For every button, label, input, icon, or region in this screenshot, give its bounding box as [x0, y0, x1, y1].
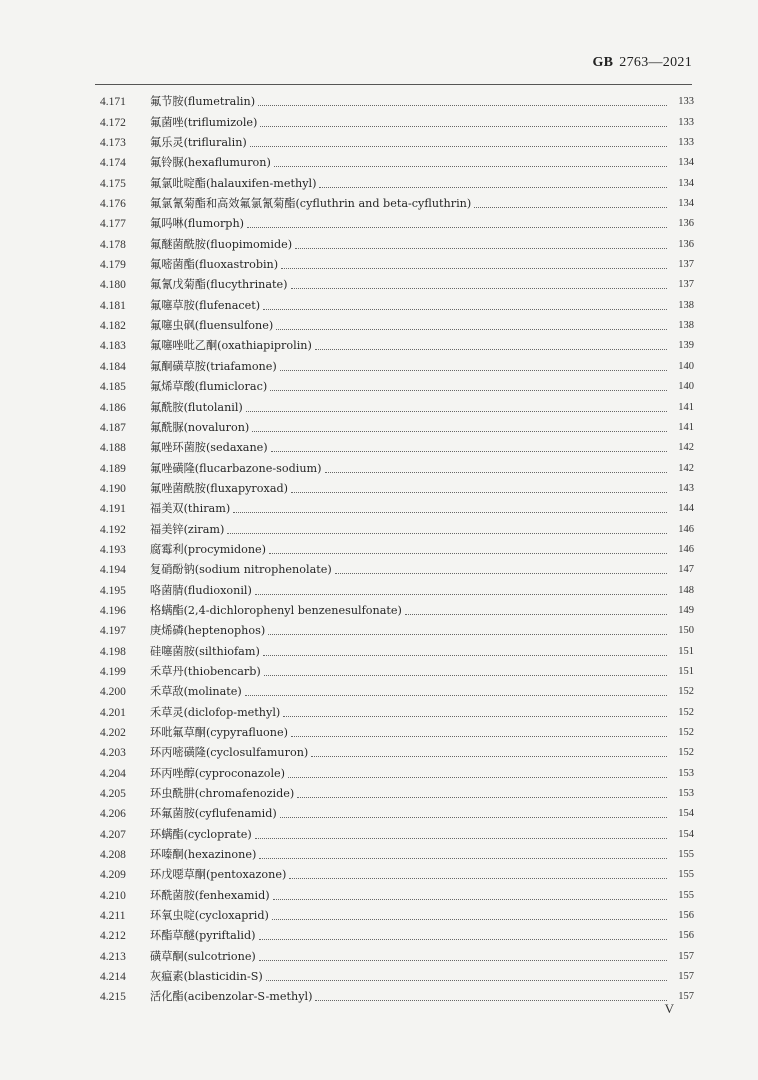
toc-entry-title: 咯菌腈(fludioxonil): [150, 583, 252, 597]
toc-entry-title: 氟氯吡啶酯(halauxifen-methyl): [150, 176, 317, 190]
dot-leader: [280, 370, 667, 371]
toc-entry-page: 137: [678, 279, 694, 291]
toc-entry-number: 4.173: [100, 137, 126, 150]
dot-leader: [259, 939, 667, 940]
toc-entry-number: 4.208: [100, 849, 126, 862]
toc-entry-page: 136: [678, 238, 694, 250]
dot-leader: [291, 492, 667, 493]
toc-entry-title: 禾草丹(thiobencarb): [150, 664, 261, 678]
toc-entry-title: 环丙唑醇(cyproconazole): [150, 766, 286, 780]
toc-entry-number: 4.185: [100, 381, 126, 394]
dot-leader: [315, 349, 667, 350]
toc-entry[interactable]: [100, 133, 694, 153]
toc-entry-page: 157: [678, 971, 694, 983]
toc-entry-page: 136: [678, 218, 694, 230]
toc-entry-page: 133: [678, 137, 694, 149]
toc-entry-title: 氟菌唑(triflumizole): [150, 115, 258, 129]
dot-leader: [325, 472, 667, 473]
toc-entry-number: 4.197: [100, 625, 126, 638]
toc-entry-number: 4.211: [100, 910, 126, 923]
toc-entry-page: 154: [678, 828, 694, 840]
toc-entry-number: 4.178: [100, 238, 126, 251]
toc-entry-page: 151: [678, 645, 694, 657]
toc-entry-page: 146: [678, 523, 694, 535]
toc-entry-page: 138: [678, 299, 694, 311]
toc-entry-page: 133: [678, 96, 694, 108]
toc-entry-title: 活化酯(acibenzolar-S-methyl): [150, 990, 313, 1004]
toc-entry[interactable]: [100, 662, 694, 682]
toc-entry[interactable]: [100, 601, 694, 621]
toc-entry-number: 4.215: [100, 991, 126, 1004]
toc-entry-title: 环戊噁草酮(pentoxazone): [150, 868, 287, 882]
toc-entry-title: 腐霉利(procymidone): [150, 542, 267, 556]
toc-entry[interactable]: [100, 580, 694, 600]
toc-entry[interactable]: [100, 967, 694, 987]
toc-entry-page: 157: [678, 950, 694, 962]
toc-entry-number: 4.176: [100, 198, 126, 211]
toc-entry[interactable]: [100, 112, 694, 132]
dot-leader: [276, 329, 667, 330]
toc-entry[interactable]: [100, 763, 694, 783]
dot-leader: [227, 533, 667, 534]
toc-entry-page: 142: [678, 442, 694, 454]
toc-entry[interactable]: [100, 234, 694, 254]
toc-entry-page: 152: [678, 686, 694, 698]
dot-leader: [233, 512, 667, 513]
toc-entry-number: 4.214: [100, 971, 126, 984]
dot-leader: [255, 594, 667, 595]
toc-entry-title: 环丙嘧磺隆(cyclosulfamuron): [150, 746, 309, 760]
toc-entry-title: 氟烯草酸(flumiclorac): [150, 380, 268, 394]
dot-leader: [247, 227, 667, 228]
toc-entry[interactable]: [100, 275, 694, 295]
dot-leader: [268, 634, 667, 635]
toc-entry[interactable]: [100, 560, 694, 580]
toc-entry[interactable]: [100, 499, 694, 519]
toc-entry-number: 4.181: [100, 299, 126, 312]
toc-entry-number: 4.179: [100, 259, 126, 272]
toc-entry[interactable]: [100, 987, 694, 1007]
toc-entry-page: 151: [678, 665, 694, 677]
toc-entry-title: 氟噻虫砜(fluensulfone): [150, 319, 274, 333]
toc-entry[interactable]: [100, 926, 694, 946]
dot-leader: [315, 1000, 667, 1001]
toc-entry-number: 4.172: [100, 116, 126, 129]
toc-entry[interactable]: [100, 356, 694, 376]
toc-entry-title: 福美锌(ziram): [150, 522, 225, 536]
toc-entry-page: 152: [678, 706, 694, 718]
toc-entry-page: 155: [678, 869, 694, 881]
toc-entry-number: 4.186: [100, 401, 126, 414]
dot-leader: [405, 614, 667, 615]
toc-entry-title: 氟乐灵(trifluralin): [150, 136, 247, 150]
toc-entry[interactable]: [100, 865, 694, 885]
toc-entry[interactable]: [100, 316, 694, 336]
toc-entry-number: 4.175: [100, 177, 126, 190]
toc-entry[interactable]: [100, 906, 694, 926]
toc-entry-page: 154: [678, 808, 694, 820]
toc-entry-number: 4.189: [100, 462, 126, 475]
toc-entry[interactable]: [100, 845, 694, 865]
toc-entry-title: 庚烯磷(heptenophos): [150, 624, 266, 638]
dot-leader: [246, 411, 667, 412]
toc-entry-number: 4.184: [100, 360, 126, 373]
toc-entry-page: 147: [678, 564, 694, 576]
toc-entry-title: 禾草敌(molinate): [150, 685, 242, 699]
toc-entry-page: 137: [678, 259, 694, 271]
toc-entry-title: 福美双(thiram): [150, 502, 231, 516]
toc-entry[interactable]: [100, 702, 694, 722]
dot-leader: [295, 248, 667, 249]
dot-leader: [474, 207, 667, 208]
dot-leader: [250, 146, 667, 147]
dot-leader: [281, 268, 667, 269]
toc-entry-number: 4.199: [100, 665, 126, 678]
table-of-contents: [100, 92, 694, 1007]
toc-entry-page: 134: [678, 157, 694, 169]
toc-entry-page: 138: [678, 320, 694, 332]
dot-leader: [311, 756, 667, 757]
toc-entry-page: 149: [678, 604, 694, 616]
toc-entry-number: 4.190: [100, 482, 126, 495]
dot-leader: [335, 573, 667, 574]
toc-entry[interactable]: [100, 214, 694, 234]
toc-entry-page: 140: [678, 381, 694, 393]
toc-entry-title: 氟醚菌酰胺(fluopimomide): [150, 237, 293, 251]
dot-leader: [288, 777, 667, 778]
toc-entry-number: 4.180: [100, 279, 126, 292]
dot-leader: [291, 288, 667, 289]
toc-entry-title: 氟节胺(flumetralin): [150, 95, 256, 109]
toc-entry-number: 4.187: [100, 421, 126, 434]
toc-entry-title: 氟酮磺草胺(triafamone): [150, 359, 277, 373]
toc-entry[interactable]: [100, 336, 694, 356]
toc-entry[interactable]: [100, 377, 694, 397]
toc-entry[interactable]: [100, 743, 694, 763]
toc-entry-title: 硅噻菌胺(silthiofam): [150, 644, 260, 658]
toc-entry[interactable]: [100, 540, 694, 560]
toc-entry[interactable]: [100, 946, 694, 966]
dot-leader: [264, 675, 667, 676]
toc-entry-page: 134: [678, 198, 694, 210]
toc-entry-title: 氟氯氰菊酯和高效氟氯氰菊酯(cyfluthrin and beta-cyfluthrin): [150, 197, 472, 211]
toc-entry-title: 环虫酰肼(chromafenozide): [150, 787, 295, 801]
toc-entry-page: 152: [678, 727, 694, 738]
toc-entry-number: 4.174: [100, 157, 126, 170]
toc-entry-page: 155: [678, 849, 694, 861]
toc-entry-title: 环酰菌胺(fenhexamid): [150, 888, 270, 902]
dot-leader: [255, 838, 667, 839]
toc-entry-title: 灰瘟素(blasticidin-S): [150, 970, 263, 984]
toc-entry-number: 4.201: [100, 706, 126, 719]
toc-entry-number: 4.191: [100, 503, 126, 516]
toc-entry-number: 4.182: [100, 320, 126, 333]
toc-entry-page: 150: [678, 625, 694, 637]
dot-leader: [245, 695, 667, 696]
dot-leader: [297, 797, 667, 798]
toc-entry-number: 4.209: [100, 869, 126, 882]
dot-leader: [269, 553, 667, 554]
toc-entry-title: 复硝酚钠(sodium nitrophenolate): [150, 563, 332, 577]
dot-leader: [280, 817, 667, 818]
toc-entry-page: 140: [678, 360, 694, 372]
standard-number: 2763—2021: [619, 55, 692, 70]
toc-entry-title: 磺草酮(sulcotrione): [150, 949, 256, 963]
toc-entry-page: 133: [678, 116, 694, 128]
toc-entry-title: 氟氰戊菊酯(flucythrinate): [150, 278, 288, 292]
dot-leader: [263, 655, 667, 656]
toc-entry-title: 氟酰胺(flutolanil): [150, 400, 243, 414]
toc-entry[interactable]: [100, 397, 694, 417]
toc-entry[interactable]: [100, 682, 694, 702]
toc-entry[interactable]: [100, 194, 694, 214]
dot-leader: [289, 878, 667, 879]
toc-entry[interactable]: [100, 418, 694, 438]
toc-entry-number: 4.198: [100, 645, 126, 658]
toc-entry[interactable]: [100, 621, 694, 641]
toc-entry[interactable]: [100, 804, 694, 824]
toc-entry-page: 155: [678, 889, 694, 901]
toc-entry[interactable]: [100, 479, 694, 499]
toc-entry[interactable]: [100, 458, 694, 478]
toc-entry-number: 4.171: [100, 96, 126, 109]
toc-entry[interactable]: [100, 438, 694, 458]
toc-entry-title: 环螨酯(cycloprate): [150, 827, 252, 841]
toc-entry-number: 4.203: [100, 747, 126, 760]
toc-entry-title: 环氟菌胺(cyflufenamid): [150, 807, 277, 821]
dot-leader: [283, 716, 667, 717]
toc-entry[interactable]: [100, 295, 694, 315]
toc-entry-title: 环吡氟草酮(cypyrafluone): [150, 726, 288, 739]
toc-entry-page: 148: [678, 584, 694, 596]
toc-entry-number: 4.192: [100, 523, 126, 536]
dot-leader: [291, 736, 667, 737]
toc-entry-title: 格螨酯(2,4-dichlorophenyl benzenesulfonate): [150, 603, 402, 617]
toc-entry[interactable]: [100, 92, 694, 112]
toc-entry-page: 143: [678, 482, 694, 494]
toc-entry-page: 153: [678, 788, 694, 800]
toc-entry-number: 4.210: [100, 889, 126, 902]
dot-leader: [259, 960, 667, 961]
dot-leader: [252, 431, 667, 432]
dot-leader: [273, 899, 667, 900]
dot-leader: [271, 451, 667, 452]
toc-entry-page: 157: [678, 991, 694, 1003]
toc-entry-number: 4.202: [100, 727, 126, 739]
toc-entry-title: 氟唑磺隆(flucarbazone-sodium): [150, 461, 322, 475]
toc-entry-title: 氟唑菌酰胺(fluxapyroxad): [150, 481, 289, 495]
toc-entry-page: 156: [678, 910, 694, 922]
toc-entry-title: 氟噻草胺(flufenacet): [150, 298, 261, 312]
toc-entry-number: 4.206: [100, 808, 126, 821]
standard-code: GB: [592, 55, 614, 70]
toc-entry-page: 144: [678, 503, 694, 515]
toc-entry-number: 4.205: [100, 788, 126, 801]
header-rule: [95, 84, 692, 85]
toc-entry-title: 氟嘧菌酯(fluoxastrobin): [150, 258, 279, 272]
toc-entry-number: 4.194: [100, 564, 126, 577]
dot-leader: [263, 309, 667, 310]
page-number-roman: V: [664, 1001, 674, 1016]
toc-entry[interactable]: [100, 784, 694, 804]
toc-entry-number: 4.183: [100, 340, 126, 353]
toc-entry[interactable]: [100, 885, 694, 905]
toc-entry-title: 环嗪酮(hexazinone): [150, 848, 257, 862]
toc-entry[interactable]: [100, 824, 694, 844]
toc-entry[interactable]: [100, 519, 694, 539]
toc-entry-page: 134: [678, 177, 694, 189]
toc-entry-number: 4.207: [100, 828, 126, 841]
dot-leader: [258, 105, 667, 106]
toc-entry-page: 146: [678, 543, 694, 555]
toc-entry-page: 139: [678, 340, 694, 352]
toc-entry-page: 152: [678, 747, 694, 759]
toc-entry-page: 153: [678, 767, 694, 779]
toc-entry-page: 141: [678, 401, 694, 413]
dot-leader: [259, 858, 667, 859]
dot-leader: [319, 187, 667, 188]
toc-entry-title: 环氧虫啶(cycloxaprid): [150, 909, 269, 923]
toc-entry-number: 4.193: [100, 543, 126, 556]
toc-entry-title: 环酯草醚(pyriftalid): [150, 929, 256, 943]
toc-entry-title: 氟噻唑吡乙酮(oxathiapiprolin): [150, 339, 312, 353]
toc-entry-number: 4.213: [100, 950, 126, 963]
toc-entry-number: 4.200: [100, 686, 126, 699]
toc-entry-number: 4.177: [100, 218, 126, 231]
toc-entry-title: 氟吗啉(flumorph): [150, 217, 245, 231]
toc-entry-number: 4.196: [100, 604, 126, 617]
toc-entry[interactable]: [100, 255, 694, 275]
toc-entry-number: 4.212: [100, 930, 126, 943]
toc-entry-title: 氟唑环菌胺(sedaxane): [150, 441, 268, 455]
toc-entry-number: 4.204: [100, 767, 126, 780]
toc-entry-title: 氟酰脲(novaluron): [150, 420, 250, 434]
dot-leader: [266, 980, 667, 981]
toc-entry-page: 141: [678, 421, 694, 433]
toc-entry-number: 4.188: [100, 442, 126, 455]
toc-entry-title: 氟铃脲(hexaflumuron): [150, 156, 271, 170]
dot-leader: [270, 390, 667, 391]
document-header: [592, 55, 692, 71]
toc-entry[interactable]: [100, 641, 694, 661]
dot-leader: [274, 166, 667, 167]
dot-leader: [272, 919, 667, 920]
toc-entry[interactable]: [100, 723, 694, 743]
toc-entry[interactable]: [100, 153, 694, 173]
toc-entry-page: 142: [678, 462, 694, 474]
toc-entry-number: 4.195: [100, 584, 126, 597]
toc-entry-page: 156: [678, 930, 694, 942]
dot-leader: [260, 126, 667, 127]
toc-entry-title: 禾草灵(diclofop-methyl): [150, 705, 281, 719]
toc-entry[interactable]: [100, 173, 694, 193]
